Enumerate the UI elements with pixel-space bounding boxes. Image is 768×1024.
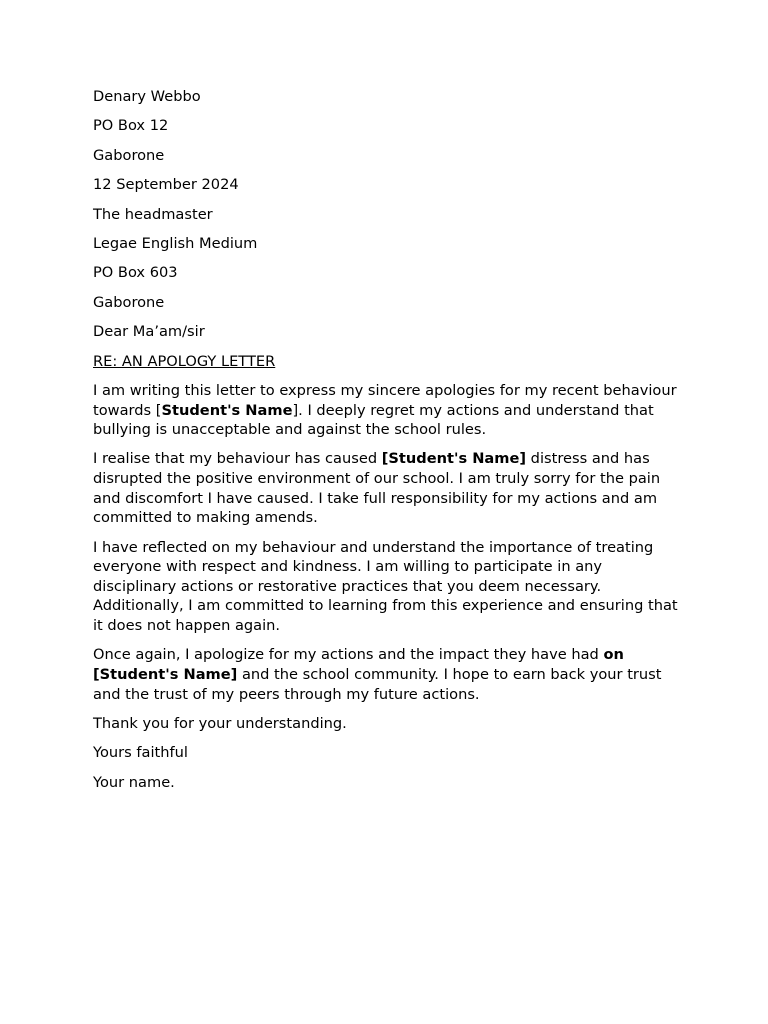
recipient-school: Legae English Medium [93, 234, 258, 252]
sender-po-box: PO Box 12 [93, 117, 169, 135]
paragraph-2-student-name: [Student's Name] [381, 450, 527, 468]
subject-line: RE: AN APOLOGY LETTER [93, 352, 276, 370]
paragraph-1-text-a: I am writing this letter to express my sincere apologies for my recent behaviour towards [ [93, 381, 677, 419]
sender-name: Denary Webbo [93, 88, 201, 105]
closing-line: Yours faithful [93, 744, 188, 762]
paragraph-3: I have reflected on my behaviour and understand the importance of treating everyone with respect and kindness. I am willing to participate in any disciplinary actions or restorative practices that you deem necessary. Additionally, I am committed to learning from this experience and ensuring that it does not happen again. [93, 538, 678, 635]
paragraph-1-text-c: ]. I deeply regret my actions and understand that bullying is unacceptable and against the school rules. [93, 401, 654, 439]
sender-city: Gaborone [93, 146, 165, 164]
thanks-line: Thank you for your understanding. [93, 715, 347, 732]
letter-date: 12 September 2024 [93, 176, 239, 194]
recipient-title: The headmaster [93, 205, 213, 223]
recipient-city: Gaborone [93, 293, 165, 311]
paragraph-2-text-c: distress and has disrupted the positive environment of our school. I am truly sorry for the pain and discomfort I have caused. I take full responsibility for my actions and am committed to making amends. [93, 450, 661, 527]
recipient-po-box: PO Box 603 [93, 264, 178, 282]
paragraph-2 [93, 449, 678, 527]
paragraph-4 [93, 645, 678, 704]
paragraph-4-text-c: and the school community. I hope to earn back your trust and the trust of my peers through my future actions. [93, 666, 662, 703]
signature-line: Your name. [93, 773, 175, 791]
paragraph-1 [93, 381, 678, 440]
paragraph-2-text-a: I realise that my behaviour has caused [93, 450, 382, 468]
paragraph-4-student-name: on [Student's Name] [93, 646, 624, 684]
paragraph-4-text-a: Once again, I apologize for my actions and the impact they have had [93, 646, 604, 664]
letter-page [93, 87, 678, 802]
paragraph-1-student-name: Student's Name [161, 401, 293, 419]
salutation: Dear Ma’am/sir [93, 323, 205, 341]
